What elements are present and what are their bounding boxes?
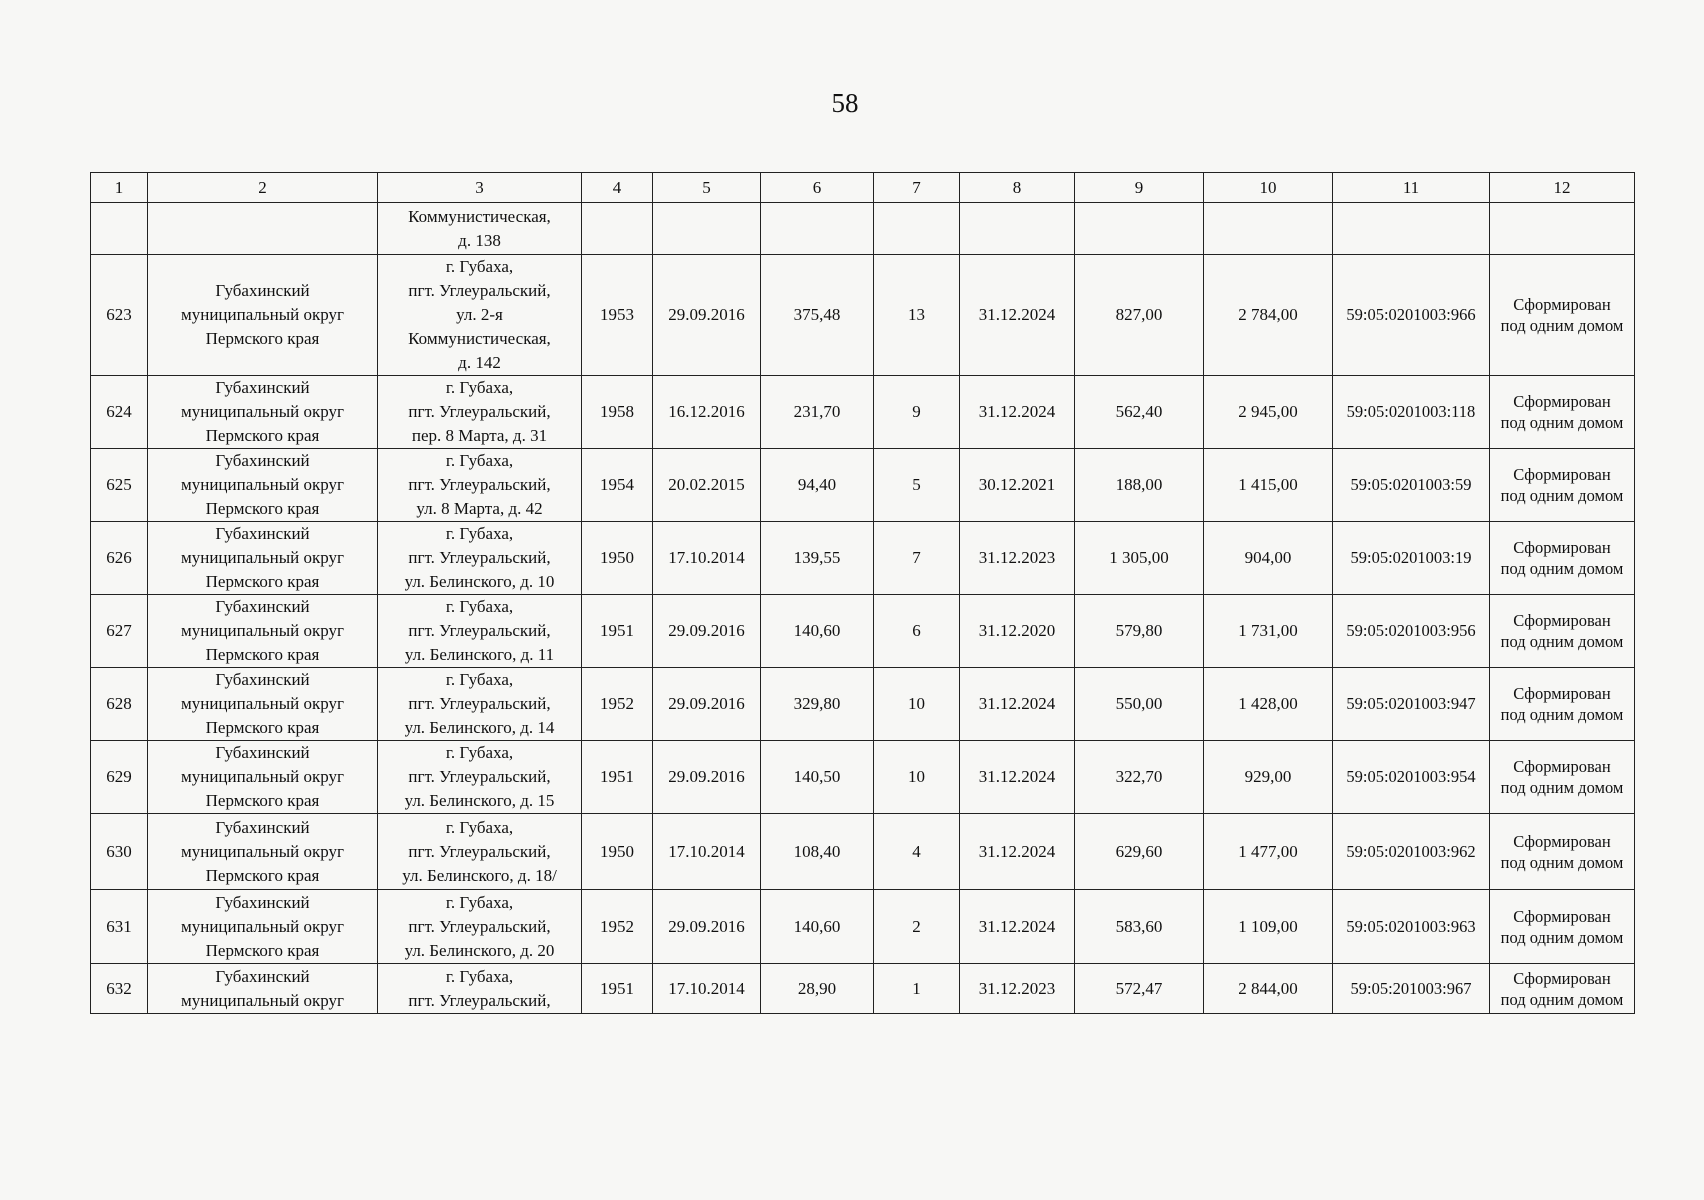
column-header: 8: [960, 173, 1075, 203]
table-row: [91, 964, 1635, 1014]
count-cell: 9: [874, 376, 960, 449]
value-9-cell: 188,00: [1075, 449, 1204, 522]
deadline-cell: 31.12.2024: [960, 890, 1075, 964]
municipality-cell: Губахинский муниципальный округ Пермского края: [148, 255, 378, 376]
row-number: 627: [91, 595, 148, 668]
value-10-cell: 2 945,00: [1204, 376, 1333, 449]
value-10-cell: 1 477,00: [1204, 814, 1333, 890]
year-cell: 1954: [582, 449, 653, 522]
status-cell: Сформирован под одним домом: [1490, 741, 1635, 814]
count-cell: 13: [874, 255, 960, 376]
date-cell: 17.10.2014: [653, 522, 761, 595]
cadastral-number-cell: 59:05:0201003:966: [1333, 255, 1490, 376]
municipality-cell: Губахинский муниципальный округ Пермского края: [148, 595, 378, 668]
year-cell: 1951: [582, 964, 653, 1014]
deadline-cell: 31.12.2024: [960, 741, 1075, 814]
area-cell: 28,90: [761, 964, 874, 1014]
municipality-cell: Губахинский муниципальный округ Пермского края: [148, 741, 378, 814]
area-cell: 140,60: [761, 890, 874, 964]
value-9-cell: 572,47: [1075, 964, 1204, 1014]
column-header: 5: [653, 173, 761, 203]
cadastral-number-cell: 59:05:0201003:956: [1333, 595, 1490, 668]
year-cell: 1958: [582, 376, 653, 449]
deadline-cell: 31.12.2023: [960, 964, 1075, 1014]
year-cell: [582, 203, 653, 255]
count-cell: 7: [874, 522, 960, 595]
column-header: 3: [378, 173, 582, 203]
municipality-cell: Губахинский муниципальный округ: [148, 964, 378, 1014]
address-cell: г. Губаха, пгт. Углеуральский, ул. Белинского, д. 10: [378, 522, 582, 595]
deadline-cell: 30.12.2021: [960, 449, 1075, 522]
cadastral-number-cell: 59:05:0201003:19: [1333, 522, 1490, 595]
table-row: [91, 595, 1635, 668]
date-cell: 29.09.2016: [653, 255, 761, 376]
table-row: [91, 255, 1635, 376]
row-number: 625: [91, 449, 148, 522]
area-cell: 94,40: [761, 449, 874, 522]
table-row: [91, 376, 1635, 449]
count-cell: [874, 203, 960, 255]
date-cell: 29.09.2016: [653, 741, 761, 814]
value-9-cell: [1075, 203, 1204, 255]
row-number: 630: [91, 814, 148, 890]
cadastral-number-cell: 59:05:0201003:962: [1333, 814, 1490, 890]
column-header: 12: [1490, 173, 1635, 203]
address-cell: г. Губаха, пгт. Углеуральский, пер. 8 Марта, д. 31: [378, 376, 582, 449]
value-10-cell: 904,00: [1204, 522, 1333, 595]
municipality-cell: Губахинский муниципальный округ Пермского края: [148, 668, 378, 741]
deadline-cell: 31.12.2020: [960, 595, 1075, 668]
municipality-cell: Губахинский муниципальный округ Пермского края: [148, 376, 378, 449]
date-cell: 17.10.2014: [653, 964, 761, 1014]
table-row: [91, 449, 1635, 522]
deadline-cell: [960, 203, 1075, 255]
date-cell: 20.02.2015: [653, 449, 761, 522]
value-9-cell: 550,00: [1075, 668, 1204, 741]
address-cell: г. Губаха, пгт. Углеуральский, ул. 2-я Коммунистическая, д. 142: [378, 255, 582, 376]
address-cell: г. Губаха, пгт. Углеуральский,: [378, 964, 582, 1014]
status-cell: Сформирован под одним домом: [1490, 814, 1635, 890]
year-cell: 1951: [582, 741, 653, 814]
status-cell: Сформирован под одним домом: [1490, 522, 1635, 595]
area-cell: 231,70: [761, 376, 874, 449]
area-cell: 108,40: [761, 814, 874, 890]
table-row: [91, 522, 1635, 595]
address-cell: г. Губаха, пгт. Углеуральский, ул. Белинского, д. 14: [378, 668, 582, 741]
value-9-cell: 322,70: [1075, 741, 1204, 814]
deadline-cell: 31.12.2024: [960, 814, 1075, 890]
status-cell: Сформирован под одним домом: [1490, 255, 1635, 376]
value-10-cell: 929,00: [1204, 741, 1333, 814]
table-row: [91, 814, 1635, 890]
cadastral-number-cell: [1333, 203, 1490, 255]
cadastral-number-cell: 59:05:0201003:954: [1333, 741, 1490, 814]
row-number: [91, 203, 148, 255]
year-cell: 1953: [582, 255, 653, 376]
municipality-cell: Губахинский муниципальный округ Пермского края: [148, 449, 378, 522]
address-cell: г. Губаха, пгт. Углеуральский, ул. Белинского, д. 20: [378, 890, 582, 964]
cadastral-number-cell: 59:05:0201003:947: [1333, 668, 1490, 741]
cadastral-number-cell: 59:05:0201003:118: [1333, 376, 1490, 449]
table-row: [91, 890, 1635, 964]
municipality-cell: Губахинский муниципальный округ Пермского края: [148, 522, 378, 595]
date-cell: [653, 203, 761, 255]
value-10-cell: 2 844,00: [1204, 964, 1333, 1014]
value-10-cell: [1204, 203, 1333, 255]
cadastral-number-cell: 59:05:0201003:963: [1333, 890, 1490, 964]
area-cell: 140,60: [761, 595, 874, 668]
count-cell: 6: [874, 595, 960, 668]
address-cell: г. Губаха, пгт. Углеуральский, ул. 8 Марта, д. 42: [378, 449, 582, 522]
value-9-cell: 583,60: [1075, 890, 1204, 964]
area-cell: 139,55: [761, 522, 874, 595]
status-cell: [1490, 203, 1635, 255]
count-cell: 5: [874, 449, 960, 522]
value-10-cell: 1 731,00: [1204, 595, 1333, 668]
page-number: 58: [831, 88, 859, 118]
value-9-cell: 827,00: [1075, 255, 1204, 376]
column-header: 1: [91, 173, 148, 203]
row-number: 629: [91, 741, 148, 814]
cadastral-number-cell: 59:05:201003:967: [1333, 964, 1490, 1014]
date-cell: 29.09.2016: [653, 668, 761, 741]
cadastral-number-cell: 59:05:0201003:59: [1333, 449, 1490, 522]
column-header: 2: [148, 173, 378, 203]
value-9-cell: 579,80: [1075, 595, 1204, 668]
year-cell: 1950: [582, 814, 653, 890]
address-cell: г. Губаха, пгт. Углеуральский, ул. Белинского, д. 11: [378, 595, 582, 668]
year-cell: 1951: [582, 595, 653, 668]
row-number: 626: [91, 522, 148, 595]
address-cell: г. Губаха, пгт. Углеуральский, ул. Белинского, д. 18/: [378, 814, 582, 890]
deadline-cell: 31.12.2023: [960, 522, 1075, 595]
row-number: 624: [91, 376, 148, 449]
year-cell: 1950: [582, 522, 653, 595]
table-row: [91, 203, 1635, 255]
value-9-cell: 562,40: [1075, 376, 1204, 449]
table-row: [91, 668, 1635, 741]
date-cell: 17.10.2014: [653, 814, 761, 890]
count-cell: 10: [874, 668, 960, 741]
value-9-cell: 629,60: [1075, 814, 1204, 890]
row-number: 632: [91, 964, 148, 1014]
value-10-cell: 2 784,00: [1204, 255, 1333, 376]
area-cell: [761, 203, 874, 255]
date-cell: 29.09.2016: [653, 890, 761, 964]
status-cell: Сформирован под одним домом: [1490, 376, 1635, 449]
year-cell: 1952: [582, 668, 653, 741]
municipality-cell: [148, 203, 378, 255]
status-cell: Сформирован под одним домом: [1490, 595, 1635, 668]
status-cell: Сформирован под одним домом: [1490, 890, 1635, 964]
deadline-cell: 31.12.2024: [960, 668, 1075, 741]
column-header: 11: [1333, 173, 1490, 203]
row-number: 628: [91, 668, 148, 741]
row-number: 631: [91, 890, 148, 964]
area-cell: 329,80: [761, 668, 874, 741]
status-cell: Сформирован под одним домом: [1490, 964, 1635, 1014]
column-header: 6: [761, 173, 874, 203]
status-cell: Сформирован под одним домом: [1490, 449, 1635, 522]
value-10-cell: 1 415,00: [1204, 449, 1333, 522]
header-row: [91, 173, 1635, 203]
municipality-cell: Губахинский муниципальный округ Пермского края: [148, 814, 378, 890]
deadline-cell: 31.12.2024: [960, 255, 1075, 376]
deadline-cell: 31.12.2024: [960, 376, 1075, 449]
count-cell: 1: [874, 964, 960, 1014]
year-cell: 1952: [582, 890, 653, 964]
column-header: 10: [1204, 173, 1333, 203]
address-cell: Коммунистическая, д. 138: [378, 203, 582, 255]
column-header: 7: [874, 173, 960, 203]
status-cell: Сформирован под одним домом: [1490, 668, 1635, 741]
count-cell: 10: [874, 741, 960, 814]
column-header: 9: [1075, 173, 1204, 203]
municipality-cell: Губахинский муниципальный округ Пермского края: [148, 890, 378, 964]
column-header: 4: [582, 173, 653, 203]
date-cell: 29.09.2016: [653, 595, 761, 668]
table-row: [91, 741, 1635, 814]
date-cell: 16.12.2016: [653, 376, 761, 449]
area-cell: 375,48: [761, 255, 874, 376]
row-number: 623: [91, 255, 148, 376]
value-10-cell: 1 428,00: [1204, 668, 1333, 741]
value-9-cell: 1 305,00: [1075, 522, 1204, 595]
value-10-cell: 1 109,00: [1204, 890, 1333, 964]
count-cell: 4: [874, 814, 960, 890]
registry-table: [90, 172, 1635, 1014]
count-cell: 2: [874, 890, 960, 964]
area-cell: 140,50: [761, 741, 874, 814]
address-cell: г. Губаха, пгт. Углеуральский, ул. Белинского, д. 15: [378, 741, 582, 814]
